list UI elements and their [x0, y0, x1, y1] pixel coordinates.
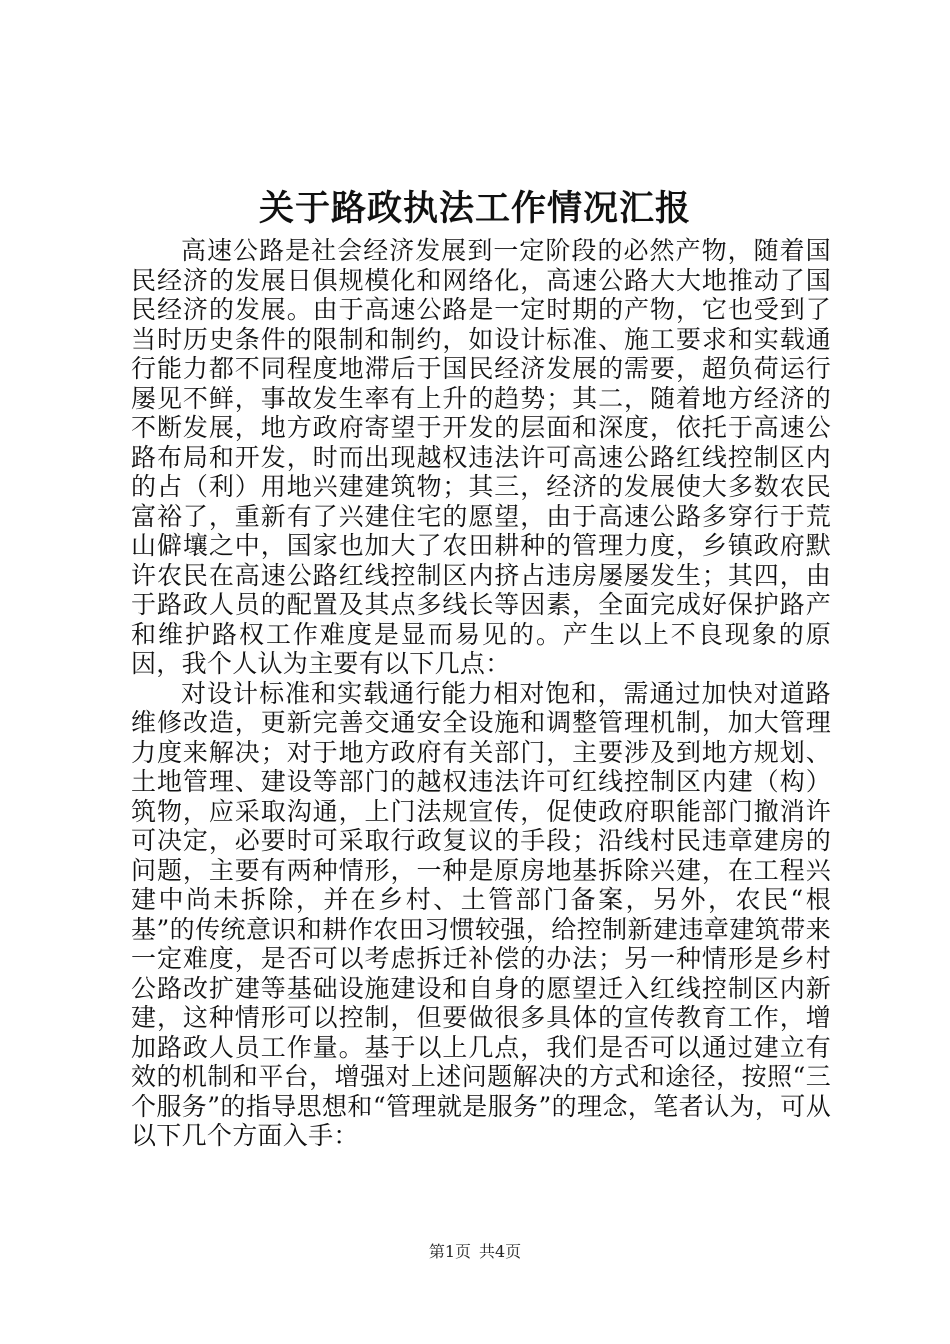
- page-footer: [0, 1242, 950, 1262]
- paragraph-1: 高速公路是社会经济发展到一定阶段的必然产物，随着国民经济的发展日俱规模化和网络化，高速公路大大地推动了国民经济的发展。由于高速公路是一定时期的产物，它也受到了当时历史条件的限制和制约，如设计标准、施工要求和实载通行能力都不同程度地滞后于国民经济发展的需要，超负荷运行屡见不鲜，事故发生率有上升的趋势；其二，随着地方经济的不断发展，地方政府寄望于开发的层面和深度，依托于高速公路布局和开发，时而出现越权违法许可高速公路红线控制区内的占（利）用地兴建建筑物；其三，经济的发展使大多数农民富裕了，重新有了兴建住宅的愿望，由于高速公路多穿行于荒山僻壤之中，国家也加大了农田耕种的管理力度，乡镇政府默许农民在高速公路红线控制区内挤占违房屡屡发生；其四，由于路政人员的配置及其点多线长等因素，全面完成好保护路产和维护路权工作难度是显而易见的。产生以上不良现象的原因，我个人认为主要有以下几点：: [131, 236, 831, 678]
- page-number: 第1页: [428, 1242, 471, 1261]
- page-total: 共4页: [479, 1242, 522, 1261]
- document-body: [131, 236, 831, 1151]
- document-title: 关于路政执法工作情况汇报: [258, 188, 691, 229]
- paragraph-2: 对设计标准和实载通行能力相对饱和，需通过加快对道路维修改造，更新完善交通安全设施和调整管理机制，加大管理力度来解决；对于地方政府有关部门，主要涉及到地方规划、土地管理、建设等部门的越权违法许可红线控制区内建（构）筑物，应采取沟通，上门法规宣传，促使政府职能部门撤消许可决定，必要时可采取行政复议的手段；沿线村民违章建房的问题，主要有两种情形，一种是原房地基拆除兴建，在工程兴建中尚未拆除，并在乡村、土管部门备案，另外，农民“根基”的传统意识和耕作农田习惯较强，给控制新建违章建筑带来一定难度，是否可以考虑拆迁补偿的办法；另一种情形是乡村公路改扩建等基础设施建设和自身的愿望迁入红线控制区内新建，这种情形可以控制，但要做很多具体的宣传教育工作，增加路政人员工作量。基于以上几点，我们是否可以通过建立有效的机制和平台，增强对上述问题解决的方式和途径，按照“三个服务”的指导思想和“管理就是服务”的理念，笔者认为，可从以下几个方面入手：: [131, 678, 831, 1150]
